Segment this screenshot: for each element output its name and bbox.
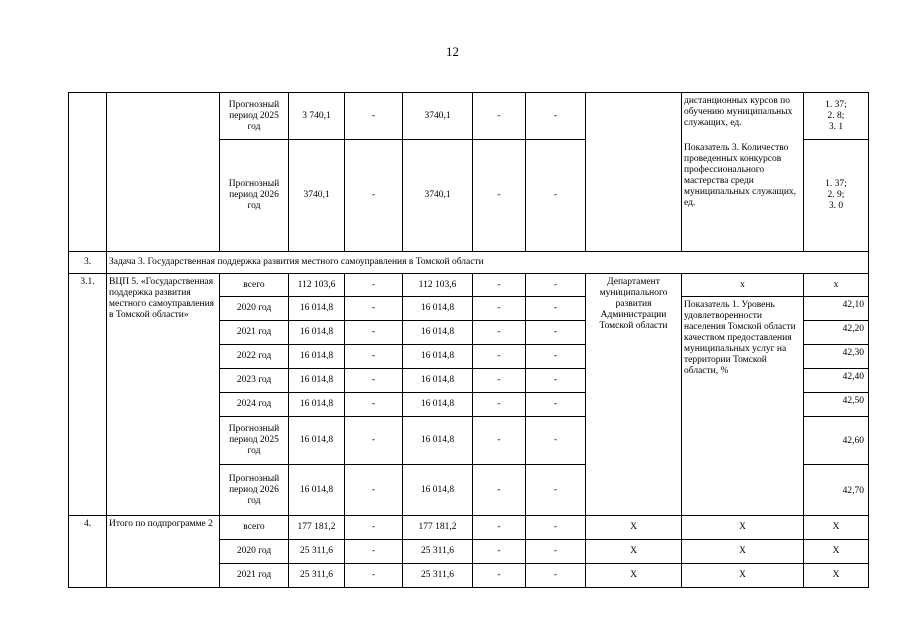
- value-line: 2. 9;: [827, 190, 845, 200]
- cell-extra: -: [526, 345, 586, 369]
- value-line: 1. 37;: [825, 179, 847, 189]
- cell-extra: -: [526, 321, 586, 345]
- cell-federal: -: [345, 516, 403, 540]
- cell-federal: -: [345, 93, 403, 140]
- vcp-department: Департамент муниципального развития Администрации Томской области: [586, 274, 682, 516]
- cell-extra: -: [526, 274, 586, 297]
- cell-total: 16 014,8: [289, 321, 345, 345]
- cell-name-empty: [107, 93, 220, 252]
- cell-total: 177 181,2: [289, 516, 345, 540]
- indicator-value: 42,40: [804, 369, 869, 393]
- cell-federal: -: [345, 417, 403, 465]
- cell-x: Х: [586, 516, 682, 540]
- total-number: 4.: [69, 516, 107, 588]
- cell-local: -: [473, 393, 526, 417]
- cell-regional: 16 014,8: [403, 369, 473, 393]
- cell-federal: -: [345, 393, 403, 417]
- task-number: 3.: [69, 252, 107, 274]
- cell-extra: -: [526, 417, 586, 465]
- cell-federal: -: [345, 140, 403, 252]
- cell-x: Х: [804, 516, 869, 540]
- cell-x: Х: [586, 564, 682, 588]
- cell-local: -: [473, 321, 526, 345]
- cell-period: 2023 год: [220, 369, 289, 393]
- cell-total: 16 014,8: [289, 465, 345, 516]
- task-row: [69, 252, 869, 274]
- indicator-value: 42,70: [804, 465, 869, 516]
- cell-period: 2020 год: [220, 540, 289, 564]
- indicator-value: [804, 140, 869, 252]
- cell-regional: 16 014,8: [403, 393, 473, 417]
- cell-period: 2021 год: [220, 321, 289, 345]
- indicator-header: х: [682, 274, 804, 297]
- vcp-indicator: Показатель 1. Уровень удовлетворенности населения Томской области качеством предоставления муниципальных услуг на территории Томской области, %: [682, 297, 804, 516]
- cell-regional: 3740,1: [403, 93, 473, 140]
- cell-total: 112 103,6: [289, 274, 345, 297]
- cell-dept-empty: [586, 93, 682, 252]
- cell-regional: 16 014,8: [403, 321, 473, 345]
- page-number: 12: [446, 44, 459, 59]
- cell-num-empty: [69, 93, 107, 252]
- value-header: х: [804, 274, 869, 297]
- cell-extra: -: [526, 393, 586, 417]
- cell-local: -: [473, 516, 526, 540]
- cell-period: 2022 год: [220, 345, 289, 369]
- cell-x: Х: [682, 564, 804, 588]
- cell-x: Х: [804, 564, 869, 588]
- cell-federal: -: [345, 274, 403, 297]
- cell-local: -: [473, 297, 526, 321]
- value-line: 3. 1: [828, 121, 844, 132]
- task-title: Задача 3. Государственная поддержка развития местного самоуправления в Томской области: [107, 252, 869, 274]
- cell-period: Прогнозный период 2025 год: [220, 93, 289, 140]
- cell-regional: 16 014,8: [403, 345, 473, 369]
- cell-local: -: [473, 93, 526, 140]
- cell-extra: -: [526, 93, 586, 140]
- indicator-value: 42,10: [804, 297, 869, 321]
- cell-total: 25 311,6: [289, 540, 345, 564]
- cell-period: всего: [220, 274, 289, 297]
- indicator-value: [804, 93, 869, 140]
- cell-local: -: [473, 564, 526, 588]
- cell-regional: 16 014,8: [403, 297, 473, 321]
- cell-total: 16 014,8: [289, 417, 345, 465]
- total-name: Итого по подпрограмме 2: [107, 516, 220, 588]
- cell-extra: -: [526, 465, 586, 516]
- cell-local: -: [473, 417, 526, 465]
- cell-extra: -: [526, 369, 586, 393]
- table-row: [69, 516, 869, 540]
- cell-regional: 177 181,2: [403, 516, 473, 540]
- cell-local: -: [473, 140, 526, 252]
- cell-local: -: [473, 540, 526, 564]
- cell-total: 3 740,1: [289, 93, 345, 140]
- cell-local: -: [473, 274, 526, 297]
- cell-period: 2020 год: [220, 297, 289, 321]
- cell-total: 3740,1: [289, 140, 345, 252]
- cell-x: Х: [804, 540, 869, 564]
- cell-extra: -: [526, 297, 586, 321]
- cell-total: 16 014,8: [289, 369, 345, 393]
- subprogram-table: [68, 92, 869, 588]
- indicator-value: 42,30: [804, 345, 869, 369]
- cell-federal: -: [345, 321, 403, 345]
- cell-regional: 25 311,6: [403, 564, 473, 588]
- cell-local: -: [473, 369, 526, 393]
- indicator-3: Показатель 3. Количество проведенных конкурсов профессионального мастерства среди муниципальных служащих, ед.: [684, 143, 797, 208]
- table-row: [69, 93, 869, 140]
- cell-regional: 16 014,8: [403, 465, 473, 516]
- cell-regional: 3740,1: [403, 140, 473, 252]
- cell-extra: -: [526, 540, 586, 564]
- indicator-value: 42,20: [804, 321, 869, 345]
- cell-x: Х: [682, 516, 804, 540]
- indicator-continuation: дистанционных курсов по обучению муниципальных служащих, ед.: [684, 96, 793, 128]
- cell-federal: -: [345, 345, 403, 369]
- cell-period: 2024 год: [220, 393, 289, 417]
- vcp-number: 3.1.: [69, 274, 107, 516]
- cell-federal: -: [345, 540, 403, 564]
- cell-federal: -: [345, 465, 403, 516]
- indicator-value: 42,50: [804, 393, 869, 417]
- cell-period: Прогнозный период 2026 год: [220, 465, 289, 516]
- cell-extra: -: [526, 564, 586, 588]
- value-line: 2. 8;: [827, 110, 845, 121]
- cell-period: Прогнозный период 2026 год: [220, 140, 289, 252]
- cell-extra: -: [526, 516, 586, 540]
- cell-total: 16 014,8: [289, 345, 345, 369]
- vcp-name: ВЦП 5. «Государственная поддержка развития местного самоуправления в Томской области»: [107, 274, 220, 516]
- indicator-value: 42,60: [804, 417, 869, 465]
- cell-period: 2021 год: [220, 564, 289, 588]
- cell-federal: -: [345, 564, 403, 588]
- cell-extra: -: [526, 140, 586, 252]
- cell-local: -: [473, 345, 526, 369]
- cell-total: 25 311,6: [289, 564, 345, 588]
- cell-federal: -: [345, 369, 403, 393]
- value-line: 3. 0: [828, 201, 844, 211]
- cell-total: 16 014,8: [289, 297, 345, 321]
- cell-total: 16 014,8: [289, 393, 345, 417]
- cell-x: Х: [586, 540, 682, 564]
- cell-local: -: [473, 465, 526, 516]
- cell-x: Х: [682, 540, 804, 564]
- table-row: [69, 274, 869, 297]
- cell-period: Прогнозный период 2025 год: [220, 417, 289, 465]
- cell-period: всего: [220, 516, 289, 540]
- value-line: 1. 37;: [825, 99, 847, 110]
- indicator-text: [682, 93, 804, 252]
- cell-regional: 25 311,6: [403, 540, 473, 564]
- cell-regional: 112 103,6: [403, 274, 473, 297]
- cell-federal: -: [345, 297, 403, 321]
- cell-regional: 16 014,8: [403, 417, 473, 465]
